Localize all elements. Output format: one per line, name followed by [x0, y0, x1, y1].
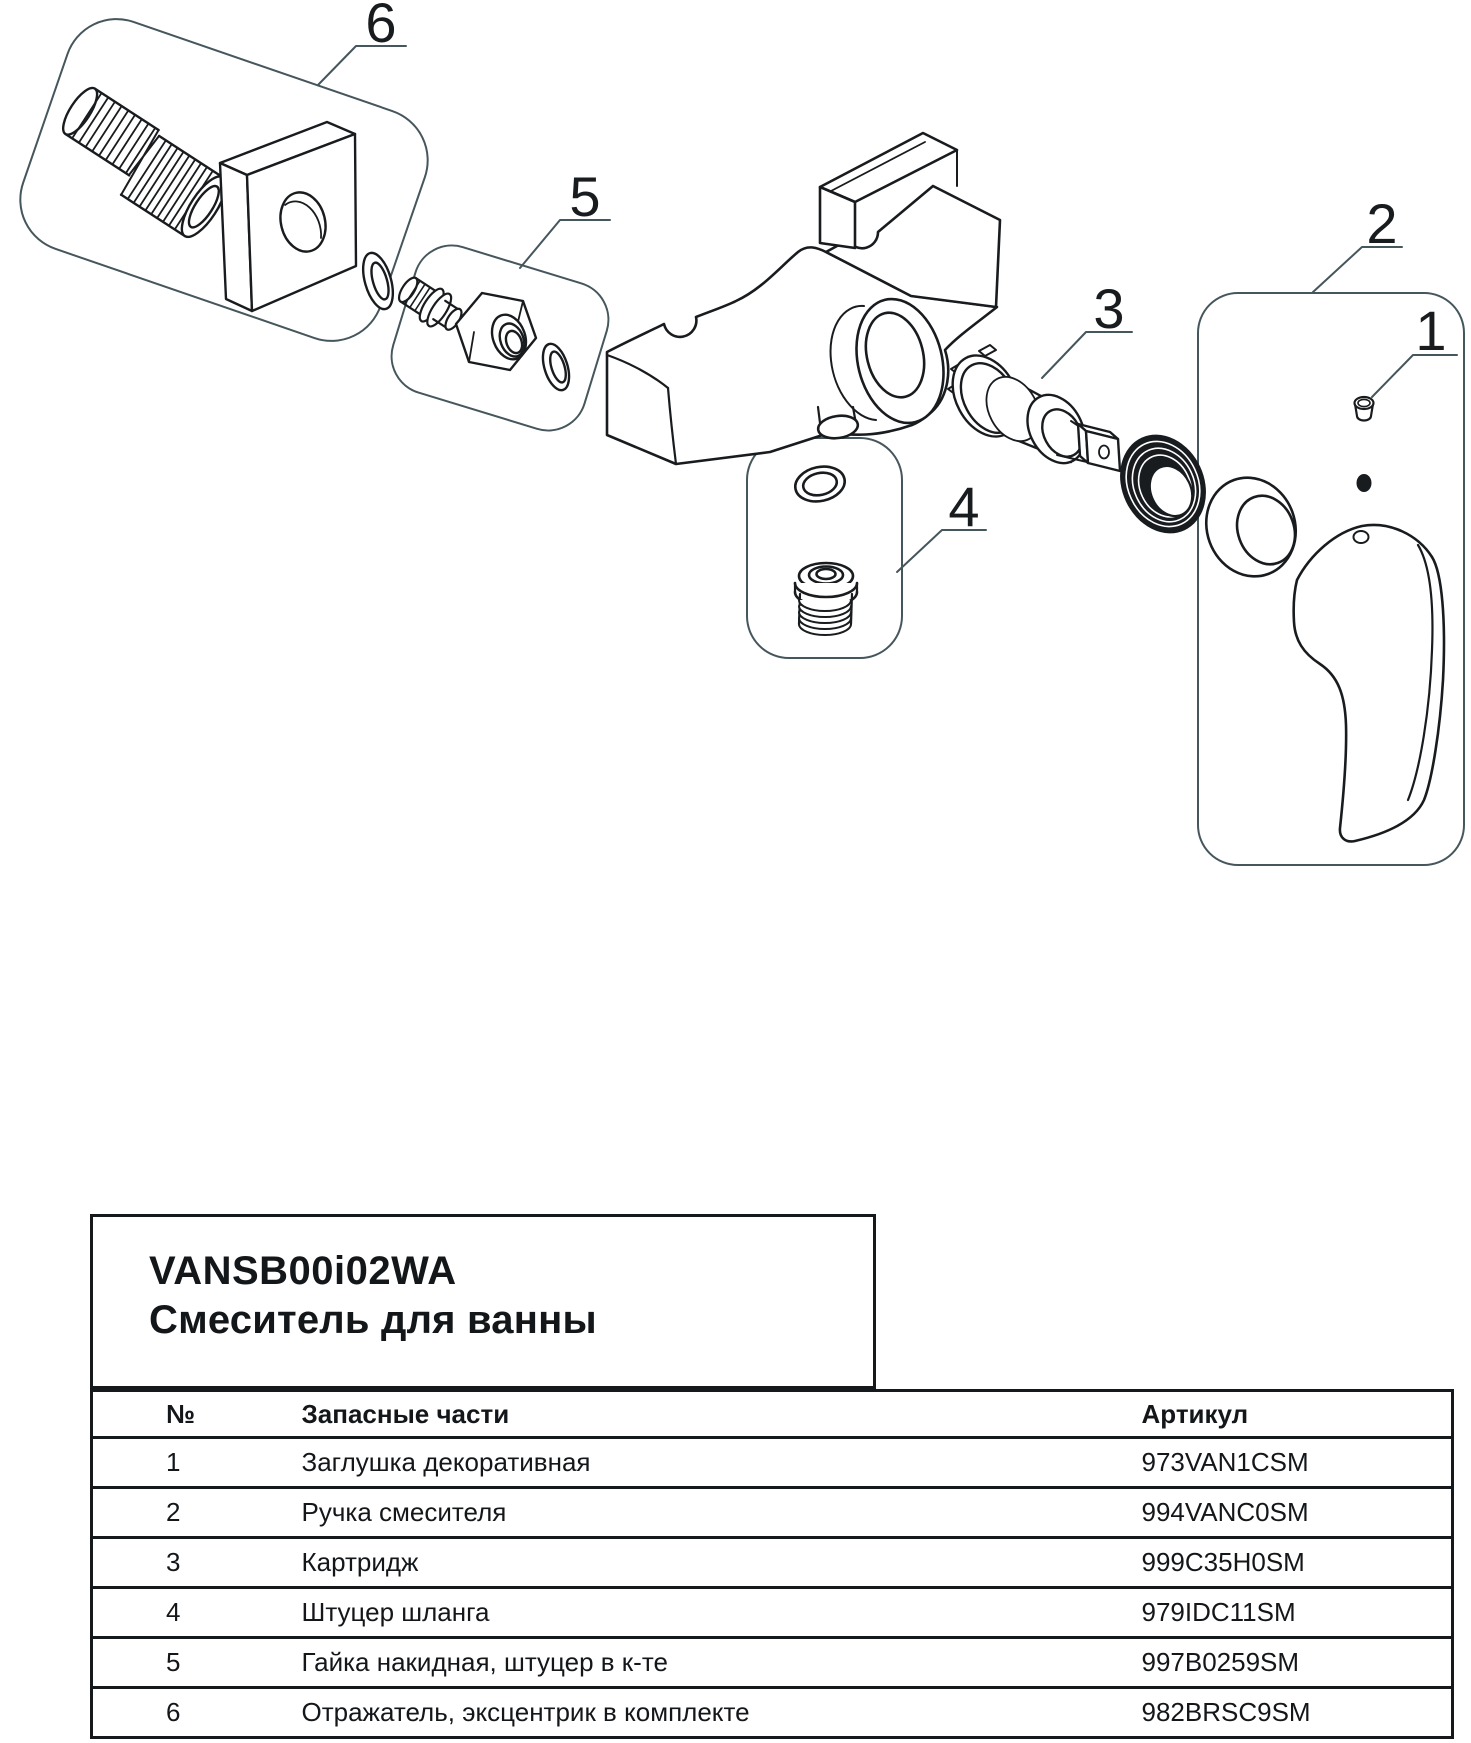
- row-part-name: Штуцер шланга: [302, 1588, 1142, 1638]
- row-sku: 999C35H0SM: [1142, 1538, 1453, 1588]
- table-row: [92, 1688, 1453, 1738]
- row-sku: 982BRSC9SM: [1142, 1688, 1453, 1738]
- row-sku: 979IDC11SM: [1142, 1588, 1453, 1638]
- row-part-name: Заглушка декоративная: [302, 1438, 1142, 1488]
- col-header-sku: Артикул: [1142, 1391, 1453, 1438]
- parts-table: [90, 1389, 1454, 1739]
- part-oring-hose: [792, 462, 848, 506]
- part-union-nut: [456, 293, 536, 370]
- part-cartridge: [939, 344, 1120, 473]
- row-num: 4: [92, 1588, 302, 1638]
- row-num: 3: [92, 1538, 302, 1588]
- col-header-num: №: [92, 1391, 302, 1438]
- row-part-name: Отражатель, эксцентрик в комплекте: [302, 1688, 1142, 1738]
- row-num: 6: [92, 1688, 302, 1738]
- row-part-name: Ручка смесителя: [302, 1488, 1142, 1538]
- part-handle: [1294, 525, 1444, 841]
- row-part-name: Картридж: [302, 1538, 1142, 1588]
- part-eccentric: [57, 83, 234, 243]
- row-sku: 994VANC0SM: [1142, 1488, 1453, 1538]
- row-num: 5: [92, 1638, 302, 1688]
- part-trim-ring: [1193, 465, 1310, 589]
- table-header-row: [92, 1391, 1453, 1438]
- callout-3: 3: [1093, 277, 1125, 340]
- part-hose-fitting: [795, 563, 857, 635]
- part-oring-wall: [358, 250, 399, 313]
- part-plug: [1355, 397, 1374, 421]
- table-row: [92, 1638, 1453, 1688]
- table-row: [92, 1438, 1453, 1488]
- table-row: [92, 1488, 1453, 1538]
- table-row: [92, 1538, 1453, 1588]
- model-number: VANSB00i02WA: [149, 1249, 457, 1293]
- part-escutcheon: [220, 122, 356, 311]
- callout-6: 6: [365, 0, 397, 54]
- table-row: [92, 1588, 1453, 1638]
- row-sku: 997B0259SM: [1142, 1638, 1453, 1688]
- title-block: [90, 1214, 876, 1389]
- row-num: 2: [92, 1488, 302, 1538]
- callout-1: 1: [1415, 299, 1447, 362]
- callout-2: 2: [1366, 192, 1398, 255]
- callout-5: 5: [569, 165, 601, 228]
- product-name: Смеситель для ванны: [149, 1298, 597, 1342]
- callout-4: 4: [948, 475, 980, 538]
- row-part-name: Гайка накидная, штуцер в к-те: [302, 1638, 1142, 1688]
- col-header-parts: Запасные части: [302, 1391, 1142, 1438]
- part-screw-dot: [1357, 474, 1372, 492]
- part-oring-body: [538, 341, 574, 394]
- row-sku: 973VAN1CSM: [1142, 1438, 1453, 1488]
- part-retaining-nut: [1106, 422, 1221, 546]
- row-num: 1: [92, 1438, 302, 1488]
